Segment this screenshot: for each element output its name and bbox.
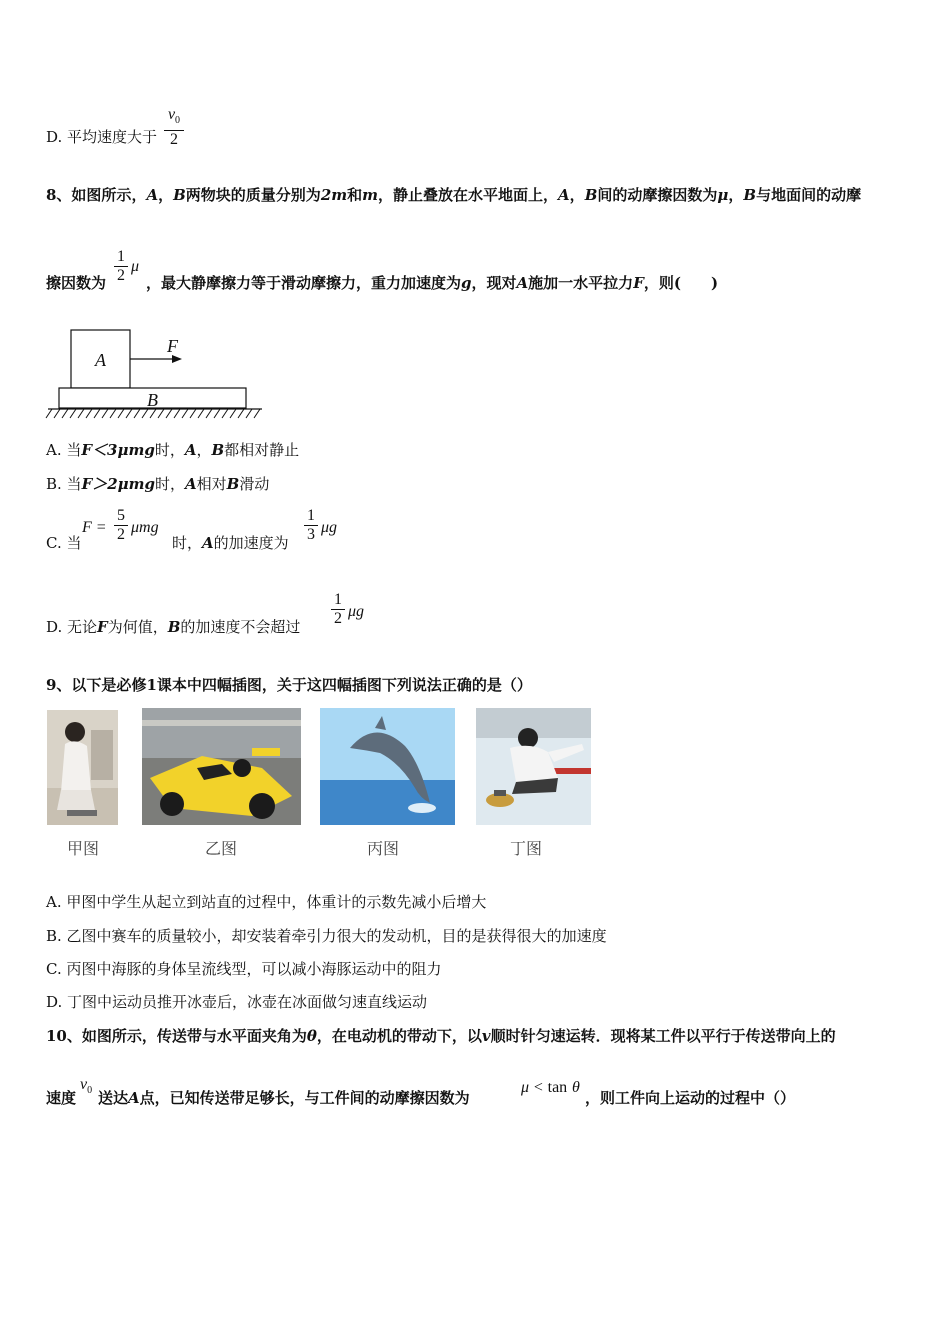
q8-text: ， <box>728 186 744 204</box>
tan-function: tan <box>547 1079 568 1096</box>
v-subscript: 0 <box>87 1085 93 1097</box>
q8-block-diagram <box>44 326 266 424</box>
q8-text: ，则( ) <box>643 274 719 292</box>
mu-symbol: μ <box>521 1079 530 1096</box>
q8-var: μ <box>717 186 729 204</box>
q8-option-c-start <box>46 533 81 553</box>
label-a: A <box>95 350 106 370</box>
q8-var: B <box>173 186 186 204</box>
option-text: D. 无论 <box>46 618 98 636</box>
caption-yi: 乙图 <box>205 839 238 858</box>
q10-stem-line1 <box>46 1026 836 1046</box>
photo-yi-race-car <box>142 708 301 825</box>
q8-text: ，最大静摩擦力等于滑动摩擦力，重力加速度为 <box>146 274 462 292</box>
q10-stem-line2-middle <box>98 1088 470 1108</box>
option-text: B. 当 <box>46 475 82 493</box>
q9-text: 课本中四幅插图，关于这四幅插图下列说法正确的是（） <box>156 676 532 694</box>
q8-text: ，静止叠放在水平地面上， <box>378 186 559 204</box>
theta-symbol: θ <box>571 1079 580 1096</box>
q9-option-a: A. 甲图中学生从起立到站直的过程中，体重计的示数先减小后增大 <box>46 893 487 911</box>
q7-option-d-text: D. 平均速度大于 <box>46 128 158 146</box>
q10-text: 点，已知传送带足够长，与工件间的动摩擦因数为 <box>139 1089 470 1107</box>
option-text: A. 当 <box>46 441 82 459</box>
q9-option-d: D. 丁图中运动员推开冰壶后，冰壶在冰面做匀速直线运动 <box>46 993 428 1011</box>
option-text: 相对 <box>196 475 227 493</box>
q8-mu-symbol: μ <box>131 258 140 275</box>
q10-text: 速度 <box>46 1089 77 1107</box>
option-var: A <box>185 475 197 493</box>
q8-text: ， <box>158 186 174 204</box>
q8-text: 间的动摩擦因数为 <box>597 186 718 204</box>
q8-var: g <box>461 274 472 292</box>
less-than: < <box>533 1079 543 1096</box>
q8-option-c-eq: F = <box>82 519 107 536</box>
photo-ding-curling <box>476 708 591 825</box>
q9-option-b: B. 乙图中赛车的质量较小，却安装着牵引力很大的发动机，目的是获得很大的加速度 <box>46 927 607 945</box>
q8-option-c-middle <box>172 533 289 553</box>
q10-text: 10、如图所示，传送带与水平面夹角为 <box>46 1027 307 1045</box>
q8-text: ，现对 <box>471 274 517 292</box>
q8-option-a <box>46 440 299 460</box>
option-var: ＞2μmg <box>92 475 155 493</box>
q8-text: 和 <box>347 186 363 204</box>
option-text: 时， <box>154 441 185 459</box>
q8-option-d-term: μg <box>348 603 365 620</box>
ground-hatching <box>46 409 260 418</box>
q8-var: 2m <box>320 186 348 204</box>
label-b: B <box>147 390 158 410</box>
fraction-numerator-sub: 0 <box>175 115 181 127</box>
q8-var: A <box>558 186 570 204</box>
option-text: 都相对静止 <box>224 441 300 459</box>
q8-var: B <box>584 186 598 204</box>
q8-text: 施加一水平拉力 <box>528 274 634 292</box>
fraction-numerator: 5 <box>117 507 125 524</box>
option-var: F <box>97 618 108 636</box>
q8-var: A <box>146 186 159 204</box>
q9-stem <box>46 675 532 695</box>
q10-mu-inequality <box>521 1078 580 1097</box>
fraction-denominator: 3 <box>307 526 315 543</box>
v-symbol: v <box>80 1076 88 1093</box>
q8-text: 8、如图所示， <box>46 186 147 204</box>
q7-option-d-fraction <box>164 106 184 149</box>
q10-text: ，则工件向上运动的过程中（） <box>585 1089 796 1107</box>
option-var: ＜3μmg <box>92 441 155 459</box>
q10-var: θ <box>306 1027 317 1045</box>
q8-option-b <box>46 474 269 494</box>
option-var: A <box>184 441 197 459</box>
fraction-numerator: 1 <box>334 591 342 608</box>
option-text: 时， <box>172 534 203 552</box>
q8-stem-line2-rest <box>146 273 718 293</box>
option-text: 时， <box>155 475 186 493</box>
q10-stem-line2-start <box>46 1088 76 1108</box>
option-text: 滑动 <box>239 475 270 493</box>
caption-jia: 甲图 <box>67 839 100 858</box>
q10-v0-symbol <box>80 1076 92 1096</box>
q9-text: 9、以下是必修 <box>46 676 147 694</box>
fraction-denominator: 2 <box>170 131 178 149</box>
q10-var: v <box>481 1027 491 1045</box>
q8-text: 擦因数为 <box>46 274 107 292</box>
q10-text: 送达 <box>98 1089 129 1107</box>
q8-var: A <box>516 274 529 292</box>
fraction-denominator: 2 <box>334 610 342 627</box>
option-text: 的加速度为 <box>213 534 289 552</box>
q7-option-d <box>46 127 157 147</box>
q8-stem-line1 <box>46 185 861 205</box>
q8-option-c-term2: μg <box>321 519 338 536</box>
force-arrow-head <box>172 355 182 363</box>
q10-stem-line2-end <box>585 1088 795 1108</box>
q8-half-fraction <box>114 248 128 285</box>
fraction-numerator: 1 <box>117 248 125 265</box>
fraction-denominator: 2 <box>117 526 125 543</box>
q8-option-d-start <box>46 617 300 637</box>
photo-bing-dolphin <box>320 708 455 825</box>
option-var: B <box>226 475 240 493</box>
caption-ding: 丁图 <box>510 839 543 858</box>
q8-var: F <box>633 274 644 292</box>
fraction-denominator: 2 <box>117 267 125 284</box>
option-var: F <box>81 475 93 493</box>
q10-text: ，在电动机的带动下，以 <box>316 1027 482 1045</box>
option-var: A <box>202 534 214 552</box>
option-var: B <box>211 441 225 459</box>
label-f: F <box>167 336 178 356</box>
q8-text: 两物块的质量分别为 <box>185 186 321 204</box>
q8-option-c-fraction2 <box>304 507 318 544</box>
option-text: 的加速度不会超过 <box>180 618 301 636</box>
q10-text: 顺时针匀速运转．现将某工件以平行于传送带向上的 <box>490 1027 836 1045</box>
q8-text: 与地面间的动摩 <box>756 186 862 204</box>
q8-text: ， <box>569 186 585 204</box>
q10-var: A <box>128 1089 140 1107</box>
q8-var: m <box>362 186 379 204</box>
q8-stem-line2-start <box>46 273 106 293</box>
q8-option-c-term1: μmg <box>131 519 159 536</box>
option-text: ， <box>196 441 212 459</box>
caption-bing: 丙图 <box>367 839 400 858</box>
option-text: C. 当 <box>46 534 82 552</box>
fraction-numerator: 1 <box>307 507 315 524</box>
option-var: B <box>167 618 181 636</box>
photo-jia-student-on-scale <box>47 710 118 825</box>
option-var: F <box>81 441 93 459</box>
option-text: 为何值， <box>107 618 168 636</box>
q9-option-c: C. 丙图中海豚的身体呈流线型，可以减小海豚运动中的阻力 <box>46 960 442 978</box>
q8-option-c-fraction1 <box>114 507 128 544</box>
fraction-numerator: v <box>167 106 176 123</box>
q8-var: B <box>743 186 757 204</box>
q9-number: 1 <box>146 676 157 694</box>
q8-option-d-fraction <box>331 591 345 628</box>
